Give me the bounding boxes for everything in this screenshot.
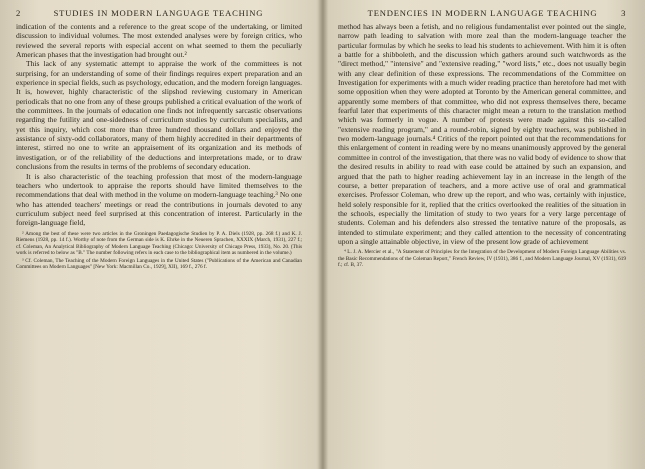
right-body-text — [338, 22, 626, 246]
right-running-head — [338, 8, 626, 18]
right-footnotes — [338, 249, 626, 269]
footnote-4: ⁴ L. J. A. Mercier et al., "A Statement of Principles for the Integration of the Development of Modern Foreign Language Abilities vs. the Basic Recommendations of the Coleman Report," French Review, IV (1931), 386 f., and Modern Language Journal, XV (1931), 619 f.; cf. B, 37. — [338, 249, 626, 269]
right-page-number: 3 — [621, 8, 626, 18]
left-paragraph-2: This lack of any systematic attempt to appraise the work of the committees is not surprising, for an understanding of some of their findings requires expert preparation and an experience in special fields, such as psychology, education, and the modern foreign languages. It is, however, highly characteristic of the slipshod reviewing customary in American periodicals that no one from any of these groups published a critical evaluation of the work of the committees. In the journals of education one finds not infrequently sarcastic observations regarding the futility and one-sidedness of curriculum studies by curriculum specialists, and yet this inquiry, which cost more than three hundred thousand dollars and enjoyed the assistance of sixty-odd collaborators, many of them highly accredited in their departments of interest, stirred no one to write an appraisement of its organization and its methods of investigation, or of the reliability of the deductions and interpretations made, or to draw conclusions from the results in terms of the problems of secondary education. — [16, 59, 302, 172]
footnote-2: ² Among the best of these were two articles in the Groningen Paedagogische Studien by P. A. Diels (1928, pp. 268 f.) and K. J. Riemens (1928, pp. 14 f.). Worthy of note from the German side is K. Ehrke in the Neueren Sprachen, XXXIX (March, 1931), 227 f.; cf. Coleman, An Analytical Bibliography of Modern Language Teaching (Chicago: University of Chicago Press, 1933), No. 20. (This work is referred to below as "B." The number following refers in each case to the bibliographical item as numbered in the volume.) — [16, 230, 302, 257]
left-running-title: STUDIES IN MODERN LANGUAGE TEACHING — [53, 8, 264, 18]
right-page — [338, 8, 626, 270]
left-body-text — [16, 22, 302, 228]
left-paragraph-3: It is also characteristic of the teaching profession that most of the modern-language teachers who undertook to appraise the reports should have limited themselves to the recommendations that deal with method in the volume on modern-language teaching.³ No one who has attended teachers' meetings or read the contributions in journals devoted to any curriculum subject need feel surprised at this concentration of interest. Particularly in the foreign-language field, — [16, 171, 302, 228]
left-running-head — [16, 8, 302, 18]
footnote-3: ³ Cf. Coleman, The Teaching of the Modern Foreign Languages in the United States ("Publications of the American and Canadian Committees on Modern Languages" [New York: Macmillan Co., 1929], XII), 169 f., 276 f. — [16, 257, 302, 271]
book-gutter — [318, 0, 328, 469]
left-page-number: 2 — [16, 8, 21, 18]
left-footnotes — [16, 231, 302, 271]
left-page — [16, 8, 302, 272]
left-paragraph-1: indication of the contents and a reference to the great scope of the undertaking, or limited discussion to individual volumes. The most extended analyses were by foreign critics, who reviewed the several reports with especial accent on what seemed to them the peculiarly American phases that the investigation had brought out.² — [16, 22, 302, 60]
right-paragraph-1: method has always been a fetish, and no religious fundamentalist ever pointed out the single, narrow path leading to salvation with more zeal than the modern-language teacher the particular formulas by which he seeks to lead his students to achievement. With him it is often a battle for a shibboleth, and the discussion which gathers around such watchwords as the "direct method," "intensive" and "extensive reading," "word lists," etc., does not usually begin with any clear definition of these expressions. The recommendations of the Committee on Investigation for experiments with a much wider reading practice than heretofore had met with some opposition when they were adopted at Toronto by the American general committee, and apparently some members of that committee, who did not express themselves there, became fearful later that experiments of this character might mean a return to the translation method which was formerly in vogue. A number of protests were made against this so-called "extensive reading program," and a round-robin, signed by eighty teachers, was published in two modern-language journals.⁴ Critics of the report pointed out that the recommendations for this enlargement of content in reading were by no means unanimously approved by the general committee in control of the investigation, that there was no valid body of evidence to show that the desired results in ability to read with ease could be attained by such an expansion, and argued that the path to higher reading achievement lay in an increase in the length of the course, a better preparation of teachers, and a more active use of oral and grammatical exercises. Professor Coleman, who drew up the report, and who was, certainly with injustice, held solely responsible for it, replied that the critics overlooked the realities of the situation in the schools, especially the limitation of study to two years for a very large percentage of students. Coleman and his defenders also stressed the tentative nature of the proposals, as intended to stimulate experiment; and they called attention to the necessity of concentrating upon a single attainable objective, in view of the present low grade of achievement — [338, 22, 626, 246]
right-running-title: TENDENCIES IN MODERN LANGUAGE TEACHING — [367, 8, 598, 18]
